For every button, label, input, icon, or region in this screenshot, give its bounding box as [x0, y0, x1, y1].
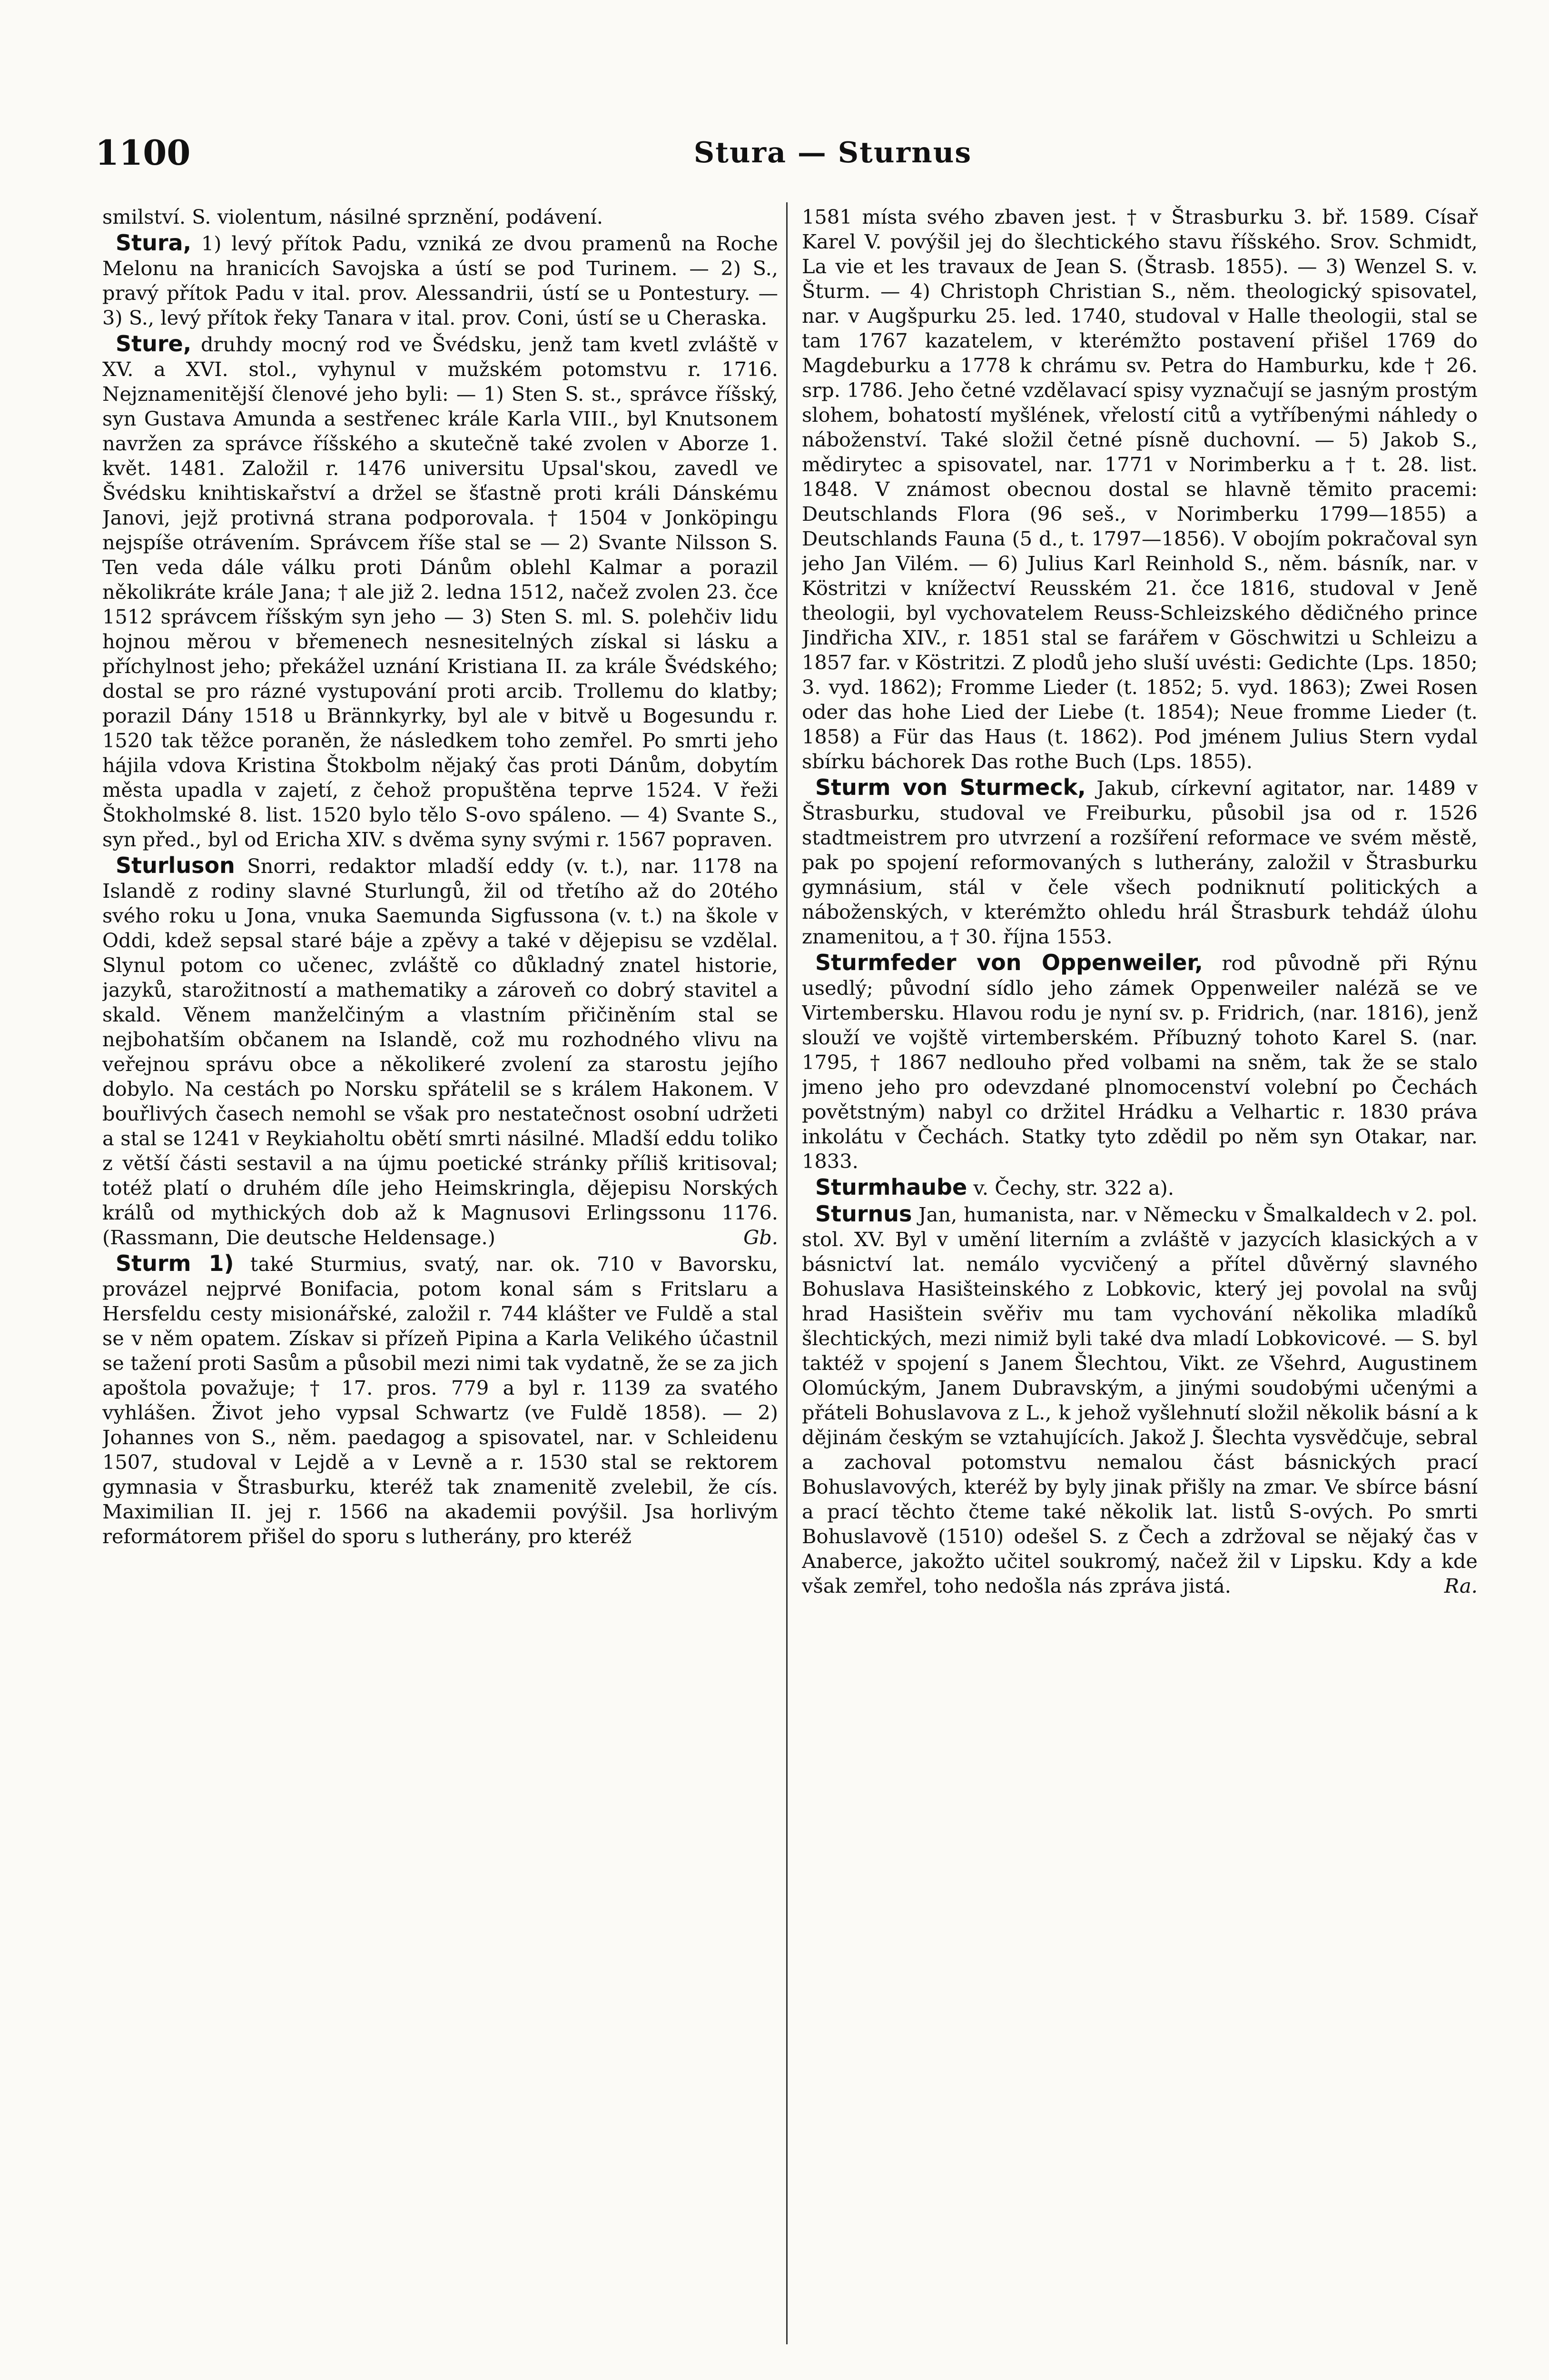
author-signature: Ra.	[1444, 1574, 1478, 1597]
entry-headword: Sturm 1)	[116, 1250, 234, 1276]
entry-headword: Sturmhaube	[815, 1174, 967, 1200]
entry-sturmhaube	[802, 1175, 1478, 1200]
entry-headword: Sturmfeder von Oppenweiler,	[815, 950, 1203, 975]
right-column	[802, 205, 1478, 2375]
entry-headword: Sturnus	[815, 1201, 912, 1227]
running-head: Stura — Sturnus	[693, 136, 972, 169]
entry-text: Jan, humanista, nar. v Německu v Šmalkaldech v 2. pol. stol. XV. Byl v umění literním a zvláště v jazycích klasických a v básnictví lat. nemálo vycvičený a přítel důvěrný slavného Bohuslava Hasišteinského z Lobkovic, který jej povolal na svůj hrad Hasištein svěřiv mu tam vychování několika mladíků šlechtických, mezi nimiž byli také dva mladí Lobkovicové. — S. byl taktéž v spojení s Janem Šlechtou, Vikt. ze Všehrd, Augustinem Olomúckým, Janem Dubravským, a jinými soudobými učenými a přáteli Bohuslavova z L., k jehož vyšlehnutí složil několik básní a k dějinám českým se vztahujících. Jakož J. Šlechta vysvědčuje, sebral a zachoval potomstvu nemalou část básnických prací Bohuslavových, kteréž by byly jinak přišly na zmar. Ve sbírce básní a prací těchto čteme také několik lat. listů S-ových. Po smrti Bohuslavově (1510) odešel S. z Čech a zdržoval se nějaký čas v Anaberce, jakožto učitel soukromý, načež žil v Lipsku. Kdy a kde však zemřel, toho nedošla nás zpráva jistá.	[802, 1203, 1478, 1597]
entry-text: také Sturmius, svatý, nar. ok. 710 v Bavorsku, provázel nejprvé Bonifacia, potom konal sám s Fritslaru a Hersfeldu cesty misionářské, založil r. 744 klášter ve Fuldě a stal se v něm opatem. Získav si přízeň Pipina a Karla Velikého účastnil se tažení proti Sasům a působil mezi nimi tak vydatně, že se za jich apoštola považuje; † 17. pros. 779 a byl r. 1139 za svatého vyhlášen. Život jeho vypsal Schwartz (ve Fuldě 1858). — 2) Johannes von S., něm. paedagog a spisovatel, nar. v Schleidenu 1507, studoval v Lejdě a v Levně a r. 1530 stal se rektorem gymnasia v Štrasburku, kteréž tak znamenitě zvelebil, že cís. Maximilian II. jej r. 1566 na akademii povýšil. Jsa horlivým reformátorem přišel do sporu s lutherány, pro kteréž	[102, 1252, 778, 1548]
column-divider	[786, 202, 788, 2344]
entry-text: 1581 místa svého zbaven jest. † v Štrasburku 3. bř. 1589. Císař Karel V. povýšil jej do šlechtického stavu říšského. Srov. Schmidt, La vie et les travaux de Jean S. (Štrasb. 1855). — 3) Wenzel S. v. Šturm. — 4) Christoph Christian S., něm. theologický spisovatel, nar. v Augšpurku 25. led. 1740, studoval v Halle theologii, stal se tam 1767 kazatelem, v kterémžto postavení přišel 1769 do Magdeburku a 1778 k chrámu sv. Petra do Hamburku, kde † 26. srp. 1786. Jeho četné vzdělavací spisy vyznačují se jasným prostým slohem, bohatostí myšlének, vřelostí citů a vytříbenými náhledy o náboženství. Také složil četné písně duchovní. — 5) Jakob S., mědirytec a spisovatel, nar. 1771 v Norimberku a † t. 28. list. 1848. V známost obecnou dostal se hlavně těmito pracemi: Deutschlands Flora (96 seš., v Norimberku 1799—1855) a Deutschlands Fauna (5 d., t. 1797—1856). V obojím pokračoval syn jeho Jan Vilém. — 6) Julius Karl Reinhold S., něm. básník, nar. v Köstritzi v knížectví Reusském 21. čce 1816, studoval v Jeně theologii, byl vychovatelem Reuss-Schleizského dědičného prince Jindřicha XIV., r. 1851 stal se farářem v Göschwitzi u Schleizu a 1857 far. v Köstritzi. Z plodů jeho sluší uvésti: Gedichte (Lps. 1850; 3. vyd. 1862); Fromme Lieder (t. 1852; 5. vyd. 1863); Zwei Rosen oder das hohe Lied der Liebe (t. 1854); Neue fromme Lieder (t. 1858) a Für das Haus (t. 1862). Pod jménem Julius Stern vydal sbírku báchorek Das rothe Buch (Lps. 1855).	[802, 205, 1478, 773]
entry-headword: Sturm von Sturmeck,	[815, 774, 1086, 800]
entry-text: Snorri, redaktor mladší eddy (v. t.), nar. 1178 na Islandě z rodiny slavné Sturlungů, žil od třetího až do 20tého svého roku u Jona, vnuka Saemunda Sigfussona (v. t.) na škole v Oddi, kdež sepsal staré báje a zpěvy a také v dějepisu se vzdělal. Slynul potom co učenec, zvláště co důkladný znatel historie, jazyků, starožitností a mathematiky a zároveň co dobrý stavitel a skald. Věnem manželčiným a vlastním přičiněním stal se nejbohatším občanem na Islandě, což mu rozhodného vlivu na veřejnou správu obce a několikeré zvolení za starostu jejího dobylo. Na cestách po Norsku spřátelil se s králem Hakonem. V bouřlivých časech nemohl se však pro nestatečnost osobní udržeti a stal se 1241 v Reykiaholtu obětí smrti násilné. Mladší eddu toliko z větší části sestavil a na újmu poetické stránky příliš kritisoval; totéž platí o druhém díle jeho Heimskringla, dějepisu Norských králů od mythických dob až k Magnusovi Erlingssonu 1176. (Rassmann, Die deutsche Heldensage.)	[102, 854, 778, 1249]
entry-text: rod původně při Rýnu usedlý; původní sídlo jeho zámek Oppenweiler naléză se ve Virtembersku. Hlavou rodu je nyní sv. p. Fridrich, (nar. 1816), jenž slouží ve vojště virtemberském. Příbuzný tohoto Karel S. (nar. 1795, † 1867 nedlouho před volbami na sněm, tak že se stalo jmeno jeho pro odevzdané plnomocenství volební po Čechách povětstným) nabyl co držitel Hrádku a Velhartic r. 1830 práva inkolátu v Čechách. Statky tyto zdědil po něm syn Otakar, nar. 1833.	[802, 952, 1478, 1173]
author-signature: Gb.	[743, 1226, 778, 1249]
entry-sturmfeder	[802, 950, 1478, 1174]
entry-text: 1) levý přítok Padu, vzniká ze dvou pramenů na Roche Melonu na hranicích Savojska a ústí se pod Turinem. — 2) S., pravý přítok Padu v ital. prov. Alessandrii, ústí se u Pontestury. — 3) S., levý přítok řeky Tanara v ital. prov. Coni, ústí se u Cheraska.	[102, 232, 778, 329]
entry-text: v. Čechy, str. 322 a).	[973, 1176, 1174, 1200]
left-column	[102, 205, 778, 2375]
entry-headword: Sturluson	[116, 853, 235, 878]
entry-smilstvi	[102, 205, 778, 229]
entry-sture	[102, 331, 778, 852]
entry-sturluson	[102, 853, 778, 1250]
entry-headword: Sture,	[116, 331, 192, 357]
entry-sturm-continued	[802, 205, 1478, 774]
entry-sturm-von-sturmeck	[802, 775, 1478, 949]
entry-stura	[102, 230, 778, 330]
page-header	[95, 132, 1332, 180]
entry-sturm	[102, 1251, 778, 1549]
entry-text: Jakub, církevní agitator, nar. 1489 v Štrasburku, studoval ve Freiburku, působil jsa od r. 1526 stadtmeistrem pro utvrzení a rozšíření reformace ve svém městě, pak po spojení reformovaných s lutherány, založil v Štrasburku gymnásium, stál v čele všech podniknutí politických a náboženských, v kterémžto ohledu hrál Štrasburk tehdáž úlohu znamenitou, a † 30. října 1553.	[802, 776, 1478, 948]
entry-headword: Stura,	[116, 230, 192, 256]
page-number: 1100	[95, 132, 191, 173]
entry-text: smilství. S. violentum, násilné sprznění, podávení.	[102, 205, 603, 228]
entry-text: druhdy mocný rod ve Švédsku, jenž tam kvetl zvláště v XV. a XVI. stol., vyhynul v mužském potomstvu r. 1716. Nejznamenitější členové jeho byli: — 1) Sten S. st., správce říšský, syn Gustava Amunda a sestřenec krále Karla VIII., byl Knutsonem navržen za správce říšského a skutečně také zvolen v Aborze 1. květ. 1481. Založil r. 1476 universitu Upsal'skou, zavedl ve Švédsku knihtiskařství a držel se šťastně proti králi Dánskému Janovi, jejž protivná strana podporovala. † 1504 v Jonköpingu nejspíše otrávením. Správcem říše stal se — 2) Svante Nilsson S. Ten veda dále válku proti Dánům oblehl Kalmar a porazil několikráte krále Jana; † ale již 2. ledna 1512, načež zvolen 23. čce 1512 správcem říšským syn jeho — 3) Sten S. ml. S. polehčiv lidu hojnou měrou v břemenech nesnesitelných získal si lásku a příchylnost jeho; překážel uznání Kristiana II. za krále Švédského; dostal se pro rázné vystupování proti arcib. Trollemu do klatby; porazil Dány 1518 u Brännkyrky, byl ale v bitvě u Bogesundu r. 1520 tak těžce poraněn, že následkem toho zemřel. Po smrti jeho hájila vdova Kristina Štokbolm nějaký čas proti Dánům, dobytím města upadla v zajetí, z čehož propuštěna teprve 1524. V řeži Štokholmské 8. list. 1520 bylo tělo S-ovo spáleno. — 4) Svante S., syn před., byl od Ericha XIV. s dvěma syny svými r. 1567 popraven.	[102, 333, 778, 851]
entry-sturnus	[802, 1201, 1478, 1598]
